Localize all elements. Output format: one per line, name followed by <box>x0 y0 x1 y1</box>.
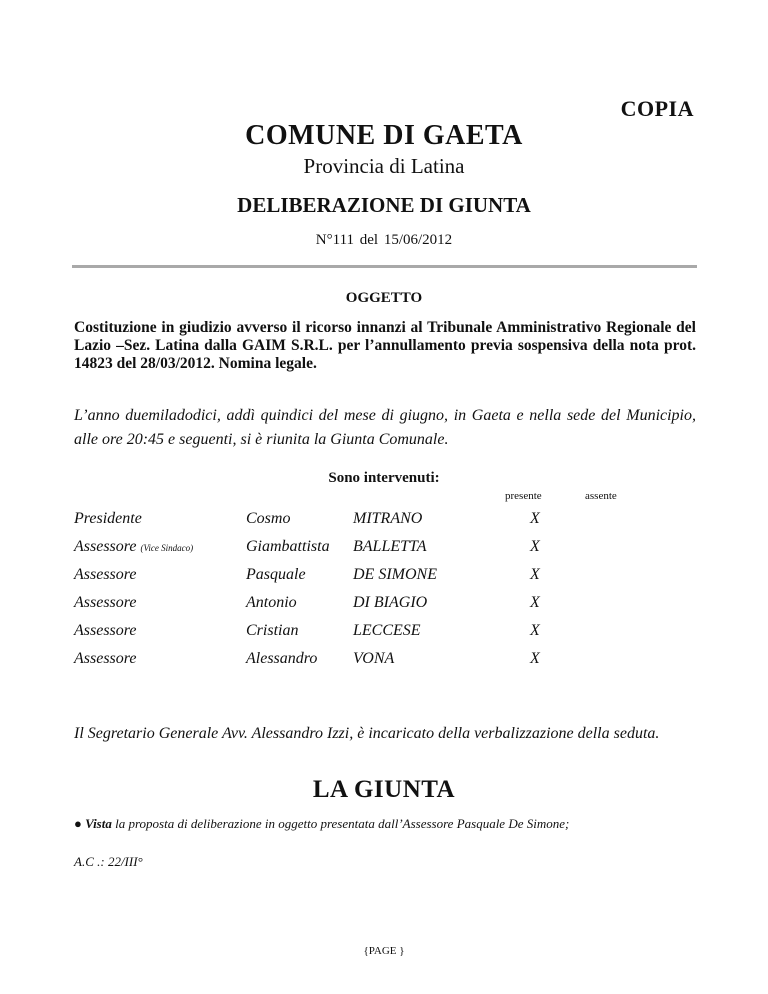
meeting-intro: L’anno duemiladodici, addì quindici del mese di giugno, in Gaeta e nella sede del Municipio, alle ore 20:45 e seguenti, si è riunita la Giunta Comunale. <box>74 407 696 448</box>
present-mark: X <box>530 538 540 555</box>
attendance-heading: Sono intervenuti: <box>328 470 440 486</box>
member-role: Assessore <box>74 594 137 611</box>
present-mark: X <box>530 566 540 583</box>
member-role-note: (Vice Sindaco) <box>140 543 194 553</box>
document-type: DELIBERAZIONE DI GIUNTA <box>237 193 531 217</box>
member-role: Assessore <box>74 566 137 583</box>
member-last-name: MITRANO <box>353 510 423 527</box>
copy-stamp: COPIA <box>620 96 694 121</box>
member-last-name: VONA <box>353 650 395 667</box>
vista-text: la proposta di deliberazione in oggetto presentata dall’Assessore Pasquale De Simone; <box>111 816 570 831</box>
reference-code: A.C .: 22/III° <box>74 854 143 869</box>
province-subtitle: Provincia di Latina <box>303 154 465 178</box>
member-last-name: LECCESE <box>353 622 421 639</box>
attendance-row <box>74 566 714 590</box>
member-first-name: Cristian <box>246 622 299 639</box>
secretary-note: Il Segretario Generale Avv. Alessandro Izzi, è incaricato della verbalizzazione della seduta. <box>74 725 660 742</box>
present-mark: X <box>530 622 540 639</box>
present-mark: X <box>530 650 540 667</box>
column-present: presente <box>505 490 542 502</box>
header-divider <box>72 265 697 268</box>
attendance-row <box>74 622 714 646</box>
member-last-name: DI BIAGIO <box>353 594 428 611</box>
section-heading: LA GIUNTA <box>312 776 456 803</box>
member-role: Assessore <box>74 622 137 639</box>
present-mark: X <box>530 510 540 527</box>
member-first-name: Cosmo <box>246 510 291 527</box>
vista-paragraph <box>74 816 714 832</box>
member-first-name: Alessandro <box>246 650 318 667</box>
attendance-row <box>74 510 714 534</box>
member-first-name: Antonio <box>246 594 297 611</box>
bullet-icon: ● <box>74 816 82 831</box>
deliberation-number: N°111 del 15/06/2012 <box>315 232 453 248</box>
member-role: Assessore (Vice Sindaco) <box>74 538 194 555</box>
member-last-name: DE SIMONE <box>353 566 437 583</box>
attendance-row <box>74 650 714 674</box>
member-first-name: Pasquale <box>246 566 306 583</box>
member-first-name: Giambattista <box>246 538 330 555</box>
column-absent: assente <box>585 490 617 502</box>
vista-keyword: Vista <box>85 816 112 831</box>
attendance-row <box>74 594 714 618</box>
page-field: {PAGE } <box>363 945 405 957</box>
municipality-title: COMUNE DI GAETA <box>245 120 523 151</box>
attendance-row <box>74 538 714 562</box>
member-role: Assessore <box>74 650 137 667</box>
subject-text: Costituzione in giudizio avverso il ricorso innanzi al Tribunale Amministrativo Regionale del Lazio –Sez. Latina dalla GAIM S.R.L. per l’annullamento previa sospensiva della nota prot. 14823 del 28/03/2012. Nomina legale. <box>74 319 696 372</box>
member-last-name: BALLETTA <box>353 538 427 555</box>
present-mark: X <box>530 594 540 611</box>
member-role: Presidente <box>74 510 142 527</box>
subject-heading: OGGETTO <box>345 290 423 306</box>
